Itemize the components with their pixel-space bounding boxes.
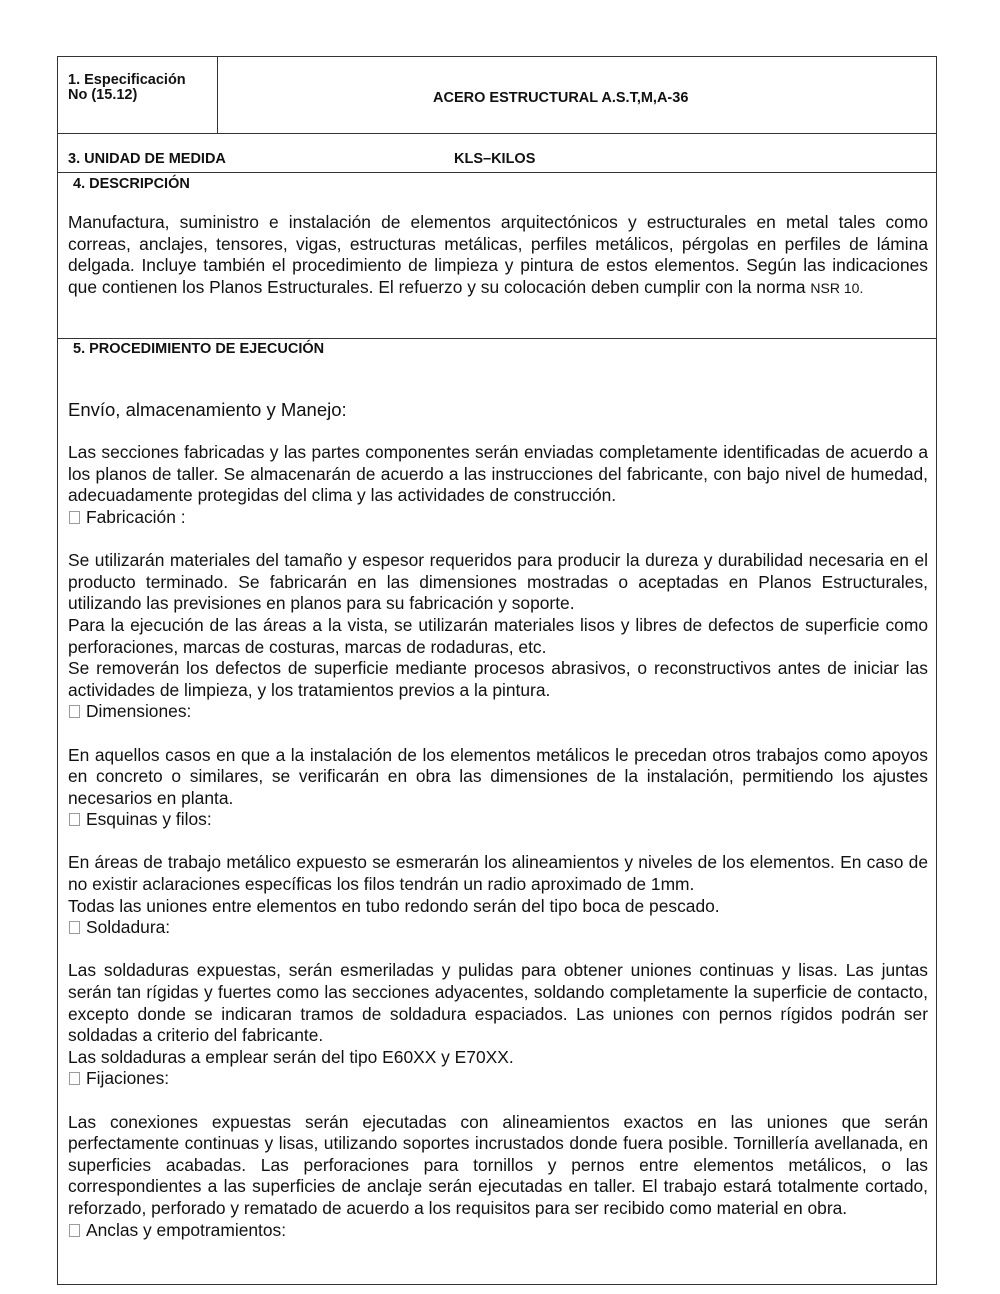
paragraph-esquinas-2: Todas las uniones entre elementos en tubo redondo serán del tipo boca de pescado.: [68, 895, 720, 916]
description-heading: 4. DESCRIPCIÓN: [73, 176, 190, 192]
paragraph-fabricacion-1: Se utilizarán materiales del tamaño y espesor requeridos para producir la dureza y durabilidad necesaria en el producto terminado. Se fabricarán en las dimensiones mostradas o aceptadas en Planos Estructurales, utilizando las previsiones en planos para su fabricación y soporte.: [68, 550, 928, 614]
missing-glyph-icon: [69, 1072, 80, 1085]
unit-row: [58, 133, 936, 173]
paragraph-soldadura-1: Las soldaduras expuestas, serán esmeriladas y pulidas para obtener uniones continuas y lisas. Las juntas serán tan rígidas y fuertes como las secciones adyacentes, soldando completamente la superficie de contacto, excepto donde se indicaran tramos de soldadura espaciados. Las uniones con pernos rígidos podrán ser soldadas a criterio del fabricante.: [68, 960, 928, 1046]
procedure-subheading: Envío, almacenamiento y Manejo:: [68, 399, 347, 420]
unit-value: KLS–KILOS: [454, 151, 536, 167]
missing-glyph-icon: [69, 1224, 80, 1237]
spec-sheet-table: [57, 56, 937, 1285]
bullet-dimensiones-label: Dimensiones:: [86, 701, 192, 722]
description-norm: NSR 10.: [810, 279, 864, 296]
procedure-heading: 5. PROCEDIMIENTO DE EJECUCIÓN: [73, 341, 325, 357]
bullet-fijaciones: [68, 1068, 928, 1090]
bullet-dimensiones: [68, 701, 928, 723]
paragraph-fabricacion-3: Se removerán los defectos de superficie mediante procesos abrasivos, o reconstructivos antes de iniciar las actividades de limpieza, y los tratamientos previos a la pintura.: [68, 658, 928, 700]
paragraph-esquinas-1: En áreas de trabajo metálico expuesto se esmerarán los alineamientos y niveles de los elementos. En caso de no existir aclaraciones específicas los filos tendrán un radio aproximado de 1mm.: [68, 852, 928, 895]
spec-number-label: 1. Especificación: [68, 72, 186, 88]
missing-glyph-icon: [69, 921, 80, 934]
unit-label: 3. UNIDAD DE MEDIDA: [68, 151, 226, 167]
bullet-anclas: [68, 1220, 928, 1242]
spec-header-row: [58, 57, 936, 134]
bullet-soldadura-label: Soldadura:: [86, 917, 171, 938]
description-section: [58, 172, 936, 339]
bullet-anclas-label: Anclas y empotramientos:: [86, 1219, 287, 1240]
bullet-esquinas-label: Esquinas y filos:: [86, 809, 212, 830]
description-text: [68, 212, 928, 299]
spec-title-cell: [218, 57, 936, 133]
paragraph-envio: Las secciones fabricadas y las partes componentes serán enviadas completamente identificadas de acuerdo a los planos de taller. Se almacenarán de acuerdo a las instrucciones del fabricante, con bajo nivel de humedad, adecuadamente protegidas del clima y las actividades de construcción.: [68, 442, 928, 506]
procedure-body: [68, 399, 928, 1241]
bullet-fijaciones-label: Fijaciones:: [86, 1068, 170, 1089]
paragraph-fabricacion-2: Para la ejecución de las áreas a la vista, se utilizarán materiales lisos y libres de defectos de superficie como perforaciones, marcas de costuras, marcas de rodaduras, etc.: [68, 614, 928, 657]
spec-number-value: No (15.12): [68, 87, 138, 103]
bullet-fabricacion-label: Fabricación :: [86, 506, 186, 527]
bullet-fabricacion: [68, 507, 928, 529]
paragraph-fijaciones: Las conexiones expuestas serán ejecutadas con alineamientos exactos en las uniones que serán perfectamente continuas y lisas, utilizando soportes incrustados donde fuera posible. Tornillería avellanada, en superficies acabadas. Las perforaciones para tornillos y pernos entre elementos metálicos, o las correspondientes a las superficies de anclaje serán ejecutadas en taller. El trabajo estará totalmente cortado, reforzado, perforado y rematado de acuerdo a los requisitos para ser recibido como material en obra.: [68, 1111, 928, 1218]
missing-glyph-icon: [69, 511, 80, 524]
missing-glyph-icon: [69, 705, 80, 718]
paragraph-soldadura-2: Las soldaduras a emplear serán del tipo E60XX y E70XX.: [68, 1046, 514, 1067]
spec-number-cell: [58, 57, 218, 133]
procedure-section: [58, 338, 936, 1284]
bullet-esquinas: [68, 809, 928, 831]
missing-glyph-icon: [69, 813, 80, 826]
bullet-soldadura: [68, 917, 928, 939]
description-body: Manufactura, suministro e instalación de elementos arquitectónicos y estructurales en metal tales como correas, anclajes, tensores, vigas, estructuras metálicas, perfiles metálicos, pérgolas en perfiles de lámina delgada. Incluye también el procedimiento de limpieza y pintura de estos elementos. Según las indicaciones que contienen los Planos Estructurales. El refuerzo y su colocación deben cumplir con la norma: [68, 212, 928, 297]
paragraph-dimensiones: En aquellos casos en que a la instalación de los elementos metálicos le precedan otros trabajos como apoyos en concreto o similares, se verificarán en obra las dimensiones de la instalación, permitiendo los ajustes necesarios en planta.: [68, 744, 928, 808]
spec-title: ACERO ESTRUCTURAL A.S.T,M,A-36: [433, 90, 689, 106]
